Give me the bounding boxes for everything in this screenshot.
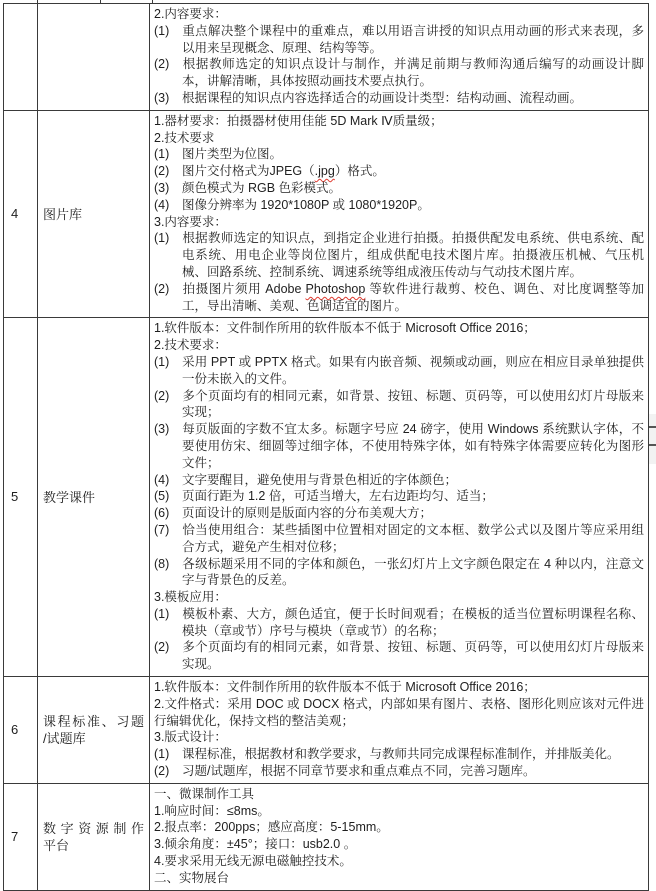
content-paragraph: (4) 图像分辨率为 1920*1080P 或 1080*1920P。: [154, 197, 430, 212]
requirements-table-body: [4, 4, 649, 891]
list-item-marker: (5): [154, 489, 170, 504]
item-name-line: 课程标准、习题: [43, 713, 144, 729]
item-content-cell: [150, 318, 649, 677]
list-item-marker: (2): [154, 57, 170, 72]
list-item-marker: (6): [154, 506, 170, 521]
content-paragraph: (2) 图片交付格式为JPEG（.jpg）格式。: [154, 164, 385, 179]
content-paragraph: (4) 文字要醒目，避免使用与背景色相近的字体颜色；: [154, 472, 458, 487]
item-name-line: /试题库: [43, 730, 86, 746]
content-paragraph: (1) 图片类型为位图。: [154, 147, 283, 162]
list-item-marker: (3): [154, 180, 170, 195]
list-item-marker: (4): [154, 197, 170, 212]
row-number-cell: 7: [4, 783, 38, 890]
row-number-cell: 4: [4, 110, 38, 318]
list-item-marker: (1): [154, 147, 170, 162]
table-row: [4, 783, 649, 890]
table-row: [4, 318, 649, 677]
content-paragraph: 2.报点率：200pps；感应高度：5-15mm。: [154, 820, 389, 835]
item-name-line: 平台: [43, 837, 70, 853]
content-paragraph: 2.文件格式：采用 DOC 或 DOCX 格式，内部如果有图片、表格、图形化则应该对元件进行编辑优化，保持文档的整洁美观；: [154, 696, 644, 728]
content-paragraph: (5) 页面行距为 1.2 倍，可适当增大，左右边距均匀、适当；: [154, 489, 494, 504]
list-item-marker: (1): [154, 747, 170, 762]
spellcheck-underlined-text: Photoshop: [305, 281, 366, 296]
content-paragraph: (2) 多个页面均有的相同元素，如背景、按钮、标题、页码等，可以使用幻灯片母版来实现；: [154, 388, 644, 420]
content-paragraph: 2.内容要求：: [154, 7, 227, 21]
content-paragraph: 1.软件版本：文件制作所用的软件版本不低于 Microsoft Office 2016；: [154, 680, 536, 695]
list-item-marker: (1): [154, 606, 170, 621]
item-name-cell: [38, 4, 150, 111]
content-paragraph: 二、实物展台: [154, 870, 230, 885]
content-paragraph: (2) 根据教师选定的知识点设计与制作，并满足前期与教师沟通后编写的动画设计脚本，讲解清晰，具体按照动画技术要点执行。: [154, 57, 644, 89]
list-item-marker: (3): [154, 90, 170, 105]
content-paragraph: (2) 拍摄图片须用 Adobe Photoshop 等软件进行裁剪、校色、调色、对比度调整等加工，导出清晰、美观、色调适宜的图片。: [154, 281, 645, 313]
content-paragraph: (1) 根据教师选定的知识点，到指定企业进行拍摄。拍摄供配发电系统、供电系统、配电系统、用电企业等岗位图片，组成供配电技术图片库。拍摄液压机械、气压机械、回路系统、控制系统、调速系统等组成液压传动与气动技术图片库。: [154, 231, 644, 279]
spellcheck-underlined-text: .jpg: [314, 164, 335, 179]
item-name-cell: [38, 783, 150, 890]
content-paragraph: 3.内容要求：: [154, 214, 227, 229]
list-item-marker: (7): [154, 522, 170, 537]
list-item-marker: (2): [154, 764, 170, 779]
list-item-marker: (1): [154, 354, 170, 369]
item-name-line: 数字资源制作: [43, 820, 144, 836]
page-edge-strip: [649, 414, 656, 464]
content-paragraph: (1) 模板朴素、大方，颜色适宜，便于长时间观看；在模板的适当位置标明课程名称、模块（章或节）序号与模块（章或节）的名称；: [154, 606, 644, 638]
table-row: [4, 677, 649, 784]
content-paragraph: (1) 课程标准，根据教材和教学要求，与教师共同完成课程标准制作，并排版美化。: [154, 747, 620, 762]
item-name-cell: 教学课件: [38, 318, 150, 677]
list-item-marker: (3): [154, 422, 170, 437]
table-row: [4, 4, 649, 111]
item-content-cell: [150, 783, 649, 890]
content-paragraph: 2.技术要求: [154, 130, 215, 145]
content-paragraph: (1) 重点解决整个课程中的重难点，难以用语言讲授的知识点用动画的形式来表现，多以用来呈现概念、原理、结构等等。: [154, 23, 644, 55]
item-name-cell: 图片库: [38, 110, 150, 318]
list-item-marker: (1): [154, 231, 170, 246]
content-paragraph: (3) 每页版面的字数不宜太多。标题字号应 24 磅字，使用 Windows 系统默认字体，不要使用仿宋、细圆等过细字体，不使用特殊字体，如有特殊字体需要应转化为图形文件；: [154, 422, 644, 470]
list-item-marker: (2): [154, 281, 170, 296]
content-paragraph: 2.技术要求：: [154, 338, 227, 353]
list-item-marker: (2): [154, 388, 170, 403]
content-paragraph: 1.器材要求：拍摄器材使用佳能 5D Mark Ⅳ质量级；: [154, 113, 443, 128]
item-content-cell: [150, 110, 649, 318]
revision-mark-dash: [649, 426, 656, 428]
table-row: [4, 110, 649, 318]
content-paragraph: (7) 恰当使用组合：某些插图中位置相对固定的文本框、数学公式以及图片等应采用组合方式，避免产生相对位移；: [154, 522, 644, 554]
content-paragraph: (3) 颜色模式为 RGB 色彩模式。: [154, 180, 342, 195]
content-paragraph: 3.模板应用：: [154, 590, 227, 605]
content-paragraph: 1.软件版本：文件制作所用的软件版本不低于 Microsoft Office 2016；: [154, 321, 536, 336]
content-paragraph: (8) 各级标题采用不同的字体和颜色，一张幻灯片上文字颜色限定在 4 种以内，注意文字与背景色的反差。: [154, 556, 644, 588]
item-content-cell: [150, 4, 649, 111]
content-paragraph: (2) 多个页面均有的相同元素，如背景、按钮、标题、页码等，可以使用幻灯片母版来实现。: [154, 640, 644, 672]
revision-mark-dash: [649, 444, 656, 446]
content-paragraph: 4.要求采用无线无源电磁触控技术。: [154, 854, 352, 869]
row-number-cell: 5: [4, 318, 38, 677]
list-item-marker: (2): [154, 640, 170, 655]
row-number-cell: 6: [4, 677, 38, 784]
content-paragraph: (2) 习题/试题库，根据不同章节要求和重点难点不同，完善习题库。: [154, 764, 536, 779]
row-number-cell: [4, 4, 38, 111]
content-paragraph: (6) 页面设计的原则是版面内容的分布美观大方；: [154, 506, 433, 521]
item-content-cell: [150, 677, 649, 784]
content-paragraph: 一、微课制作工具: [154, 786, 255, 801]
content-paragraph: 3.版式设计：: [154, 730, 227, 745]
list-item-marker: (8): [154, 556, 170, 571]
content-paragraph: (1) 采用 PPT 或 PPTX 格式。如果有内嵌音频、视频或动画，则应在相应目录单独提供一份未嵌入的文件。: [154, 354, 644, 386]
list-item-marker: (1): [154, 23, 170, 38]
list-item-marker: (4): [154, 472, 170, 487]
item-name-cell: [38, 677, 150, 784]
content-paragraph: (3) 根据课程的知识点内容选择适合的动画设计类型：结构动画、流程动画。: [154, 90, 583, 105]
list-item-marker: (2): [154, 164, 170, 179]
requirements-table: [3, 3, 649, 891]
content-paragraph: 1.响应时间：≤8ms。: [154, 803, 270, 818]
content-paragraph: 3.倾余角度：±45°；接口：usb2.0 。: [154, 837, 357, 852]
